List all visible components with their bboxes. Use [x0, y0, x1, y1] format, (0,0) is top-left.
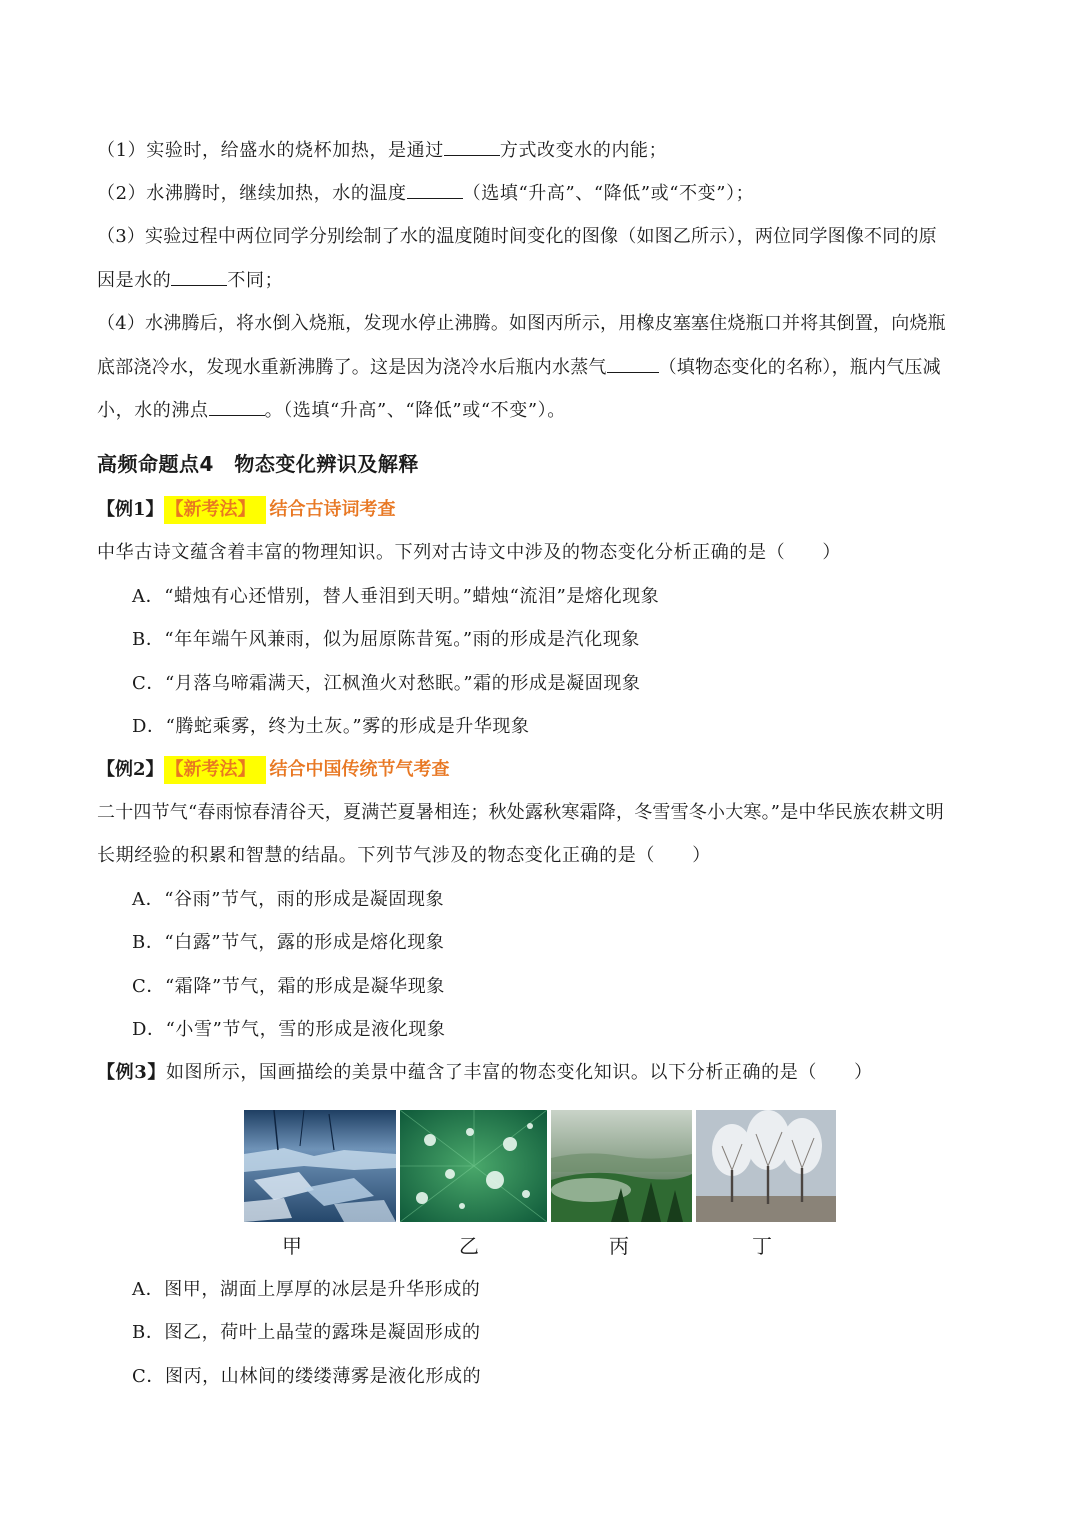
answer-blank: [209, 397, 265, 416]
option-b: B．“年年端午风兼雨，似为屈原陈昔冤。”雨的形成是汽化现象: [132, 629, 641, 650]
option-a: A．图甲，湖面上厚厚的冰层是升华形成的: [132, 1279, 481, 1300]
new-method-tag: 【新考法】: [164, 496, 266, 524]
option-b: B．图乙，荷叶上晶莹的露珠是凝固形成的: [132, 1322, 481, 1343]
question-3-text-end: 不同；: [227, 270, 284, 291]
example-2-stem-line2: 长期经验的积累和智慧的结晶。下列节气涉及的物态变化正确的是（ ）: [97, 845, 711, 866]
question-4-text-end: 。（选填“升高”、“降低”或“不变”）。: [264, 400, 566, 421]
question-4-line1: （4）水沸腾后，将水倒入烧瓶，发现水停止沸腾。如图丙所示，用橡皮塞塞住烧瓶口并将其倒置，向烧瓶: [97, 313, 946, 334]
option-a: A．“蜡烛有心还惜别，替人垂泪到天明。”蜡烛“流泪”是熔化现象: [132, 586, 660, 607]
option-c: C．“霜降”节气，霜的形成是凝华现象: [132, 976, 445, 997]
answer-blank: [171, 267, 227, 286]
example-topic: 结合中国传统节气考查: [269, 759, 450, 780]
example-2-header: [97, 756, 450, 784]
question-2-text-end: （选填“升高”、“降低”或“不变”）；: [462, 183, 755, 204]
option-b: B．“白露”节气，露的形成是熔化现象: [132, 932, 445, 953]
option-a: A．“谷雨”节气，雨的形成是凝固现象: [132, 889, 445, 910]
question-2-text: （2）水沸腾时，继续加热，水的温度: [97, 183, 407, 204]
option-c: C．图丙，山林间的缕缕薄雾是液化形成的: [132, 1366, 482, 1387]
ice-lake-photo: [244, 1110, 396, 1222]
answer-blank: [607, 354, 659, 373]
example-label: 【例1】: [97, 499, 164, 520]
caption-ding: 丁: [752, 1234, 772, 1258]
option-d: D．“腾蛇乘雾，终为土灰。”雾的形成是升华现象: [132, 716, 530, 737]
question-4-text-3: 小，水的沸点: [97, 400, 209, 421]
question-3-line2: [97, 267, 283, 294]
question-1-text: （1）实验时，给盛水的烧杯加热，是通过: [97, 140, 444, 161]
example-label: 【例3】: [97, 1062, 166, 1083]
question-4-text-mid: （填物态变化的名称），瓶内气压减: [658, 357, 941, 378]
caption-jia: 甲: [282, 1234, 302, 1258]
example-1-header: [97, 496, 396, 524]
answer-blank: [407, 180, 463, 199]
example-label: 【例2】: [97, 759, 164, 780]
example-3-stem: [97, 1060, 873, 1086]
example-2-stem-line1: 二十四节气“春雨惊春清谷天，夏满芒夏暑相连；秋处露秋寒霜降，冬雪雪冬小大寒。”是中华民族农耕文明: [97, 802, 944, 823]
option-c: C．“月落乌啼霜满天，江枫渔火对愁眠。”霜的形成是凝固现象: [132, 673, 641, 694]
question-4-line2: [97, 354, 941, 381]
frost-trees-photo: [696, 1110, 836, 1222]
question-1-text-end: 方式改变水的内能；: [499, 140, 668, 161]
caption-yi: 乙: [459, 1234, 479, 1258]
example-topic: 结合古诗词考查: [269, 499, 396, 520]
lotus-leaf-dew-photo: [400, 1110, 547, 1222]
answer-blank: [444, 137, 500, 156]
question-1: [97, 137, 667, 164]
caption-bing: 丙: [609, 1234, 629, 1258]
misty-forest-photo: [551, 1110, 692, 1222]
new-method-tag: 【新考法】: [164, 756, 266, 784]
question-4-line3: [97, 397, 566, 424]
question-2: [97, 180, 754, 207]
example-3-text: 如图所示，国画描绘的美景中蕴含了丰富的物态变化知识。以下分析正确的是（ ）: [165, 1062, 873, 1083]
example-1-stem: 中华古诗文蕴含着丰富的物理知识。下列对古诗文中涉及的物态变化分析正确的是（ ）: [97, 542, 841, 563]
question-3-text: 因是水的: [97, 270, 172, 291]
question-3-line1: （3）实验过程中两位同学分别绘制了水的温度随时间变化的图像（如图乙所示），两位同学图像不同的原: [97, 226, 937, 247]
option-d: D．“小雪”节气，雪的形成是液化现象: [132, 1019, 446, 1040]
question-4-text: 底部浇冷水，发现水重新沸腾了。这是因为浇冷水后瓶内水蒸气: [97, 357, 607, 378]
section-heading: 高频命题点4 物态变化辨识及解释: [97, 452, 419, 476]
photo-strip: [244, 1110, 836, 1222]
